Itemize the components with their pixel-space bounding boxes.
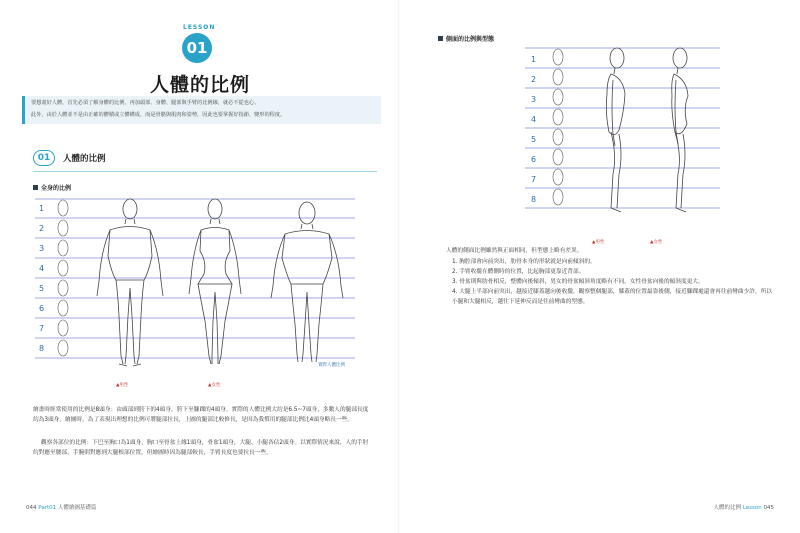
subsection-heading-side-view [438,34,494,43]
folio-title: 人體繪圖基礎篇 [57,505,97,511]
male-caption: ▲男性 [592,240,605,245]
guide-lines [35,199,355,358]
scale-number: 4 [39,264,45,273]
section-divider [33,171,377,172]
scale-number: 7 [531,175,537,184]
paragraph-1: 繪畫時經常使用的比例是8頭身：由頭部到胯下的4頭身，胯下至腳踝的4頭身。實際的人體比例大約是6.5~7頭身，多數人的腿部長度約為3頭身。繪圖時，為了表現出理想的比例可將腿部拉長，上圖的腿部比較修長，是因為我慣用的腿部比例比4頭身略長一些。 [33,407,369,423]
scale-number: 5 [531,135,537,144]
scale-number: 3 [531,95,537,104]
list-item: 3. 骨盆則與肋骨相反，整體向後傾斜，男女的骨盆傾斜角度略有不同，女性骨盆向後的傾斜度更大。 [452,279,704,285]
folio-title: 人體的比例 [713,505,742,511]
right-page [400,0,800,533]
side-notes-list [452,257,776,307]
male-caption: ▲男性 [116,383,129,388]
subsection-title: 全身的比例 [41,185,72,192]
female-caption: ▲女性 [208,383,221,388]
square-bullet-icon [438,36,443,41]
list-item: 1. 胸腔部會向前突出，肋骨本身的形狀就是向前傾斜的。 [452,259,596,265]
paragraph-2: 觀察各部位的比例：下巴至胸口為1頭身，胸口至骨盆上緣1頭身，骨盆1頭身，大腿、小腿各佔2頭身。以實際情況來說，人的手肘約對應至腰部，手腕則對應到大腿根部位置，但繪圖時因為腿部較長，手臂長度也要拉長一些。 [33,440,369,456]
list-item: 2. 手臂收攏在體側時的位置，比起胸部更靠近背部。 [452,269,585,275]
side-proportion-figure [525,46,725,231]
intro-line-1: 要想畫好人體，首先必須了解身體的比例，再加頭部、身體、腿部與手臂的比例線，就必不從也心。 [31,100,260,106]
lesson-number-badge: 01 [182,33,212,63]
male-side-figure [606,48,625,212]
scale-number: 2 [531,75,537,84]
page-number: 045 [763,505,774,511]
page-number: 044 [26,505,37,511]
section-title: 人體的比例 [63,154,106,164]
scale-number: 6 [39,304,45,313]
subsection-title: 側面的比例與型態 [446,36,495,43]
subsection-heading-full-body [33,183,71,192]
scale-number: 8 [39,344,45,353]
scale-numbers [531,55,536,204]
scale-number: 2 [39,224,45,233]
scale-number: 7 [39,324,45,333]
head-units [553,49,563,205]
female-side-figure [672,48,688,212]
intro-line-2: 此外，由於人體並不是由正確的體積或立體構成，而是骨骼與肌肉和姿勢，因此也要掌握好指節、變形的程度。 [31,112,286,118]
list-item: 4. 大腿上半部向前突出，越接近膝蓋越向後收攏。觀察整個腿部，膝蓋的位置最靠後側，接近腳踝處還會再往前彎曲少許，所以小腿和大腿相反，越往下延伸反而是往前彎曲的型態。 [452,289,773,305]
male-front-figure [97,199,163,366]
page-title: 人體的比例 [149,74,250,96]
side-intro-line: 人體的側面比例雖然與正面相同，但型態上略有差異。 [446,248,583,254]
scale-number: 8 [531,195,537,204]
front-proportion-figure [35,196,365,391]
front-figure-svg [35,196,365,391]
square-bullet-icon [33,185,38,190]
female-caption: ▲女性 [650,240,663,245]
lesson-label: LESSON [183,24,216,31]
intro-box [22,96,381,124]
scale-numbers [39,204,44,353]
folio-left [26,503,96,511]
folio-chapter: Lesson [742,505,762,511]
scale-number: 1 [39,204,45,213]
scale-number: 4 [531,115,537,124]
scale-number: 1 [531,55,537,64]
scale-number: 3 [39,244,45,253]
realistic-proportion-tag: 實際人體比例 [318,363,345,368]
section-heading [33,150,106,166]
side-figure-svg [525,46,725,231]
folio-chapter: Part01 [38,505,57,511]
folio-right [714,503,774,511]
scale-number: 6 [531,155,537,164]
section-number: 01 [33,150,55,166]
female-front-figure [189,199,241,364]
scale-number: 5 [39,284,45,293]
